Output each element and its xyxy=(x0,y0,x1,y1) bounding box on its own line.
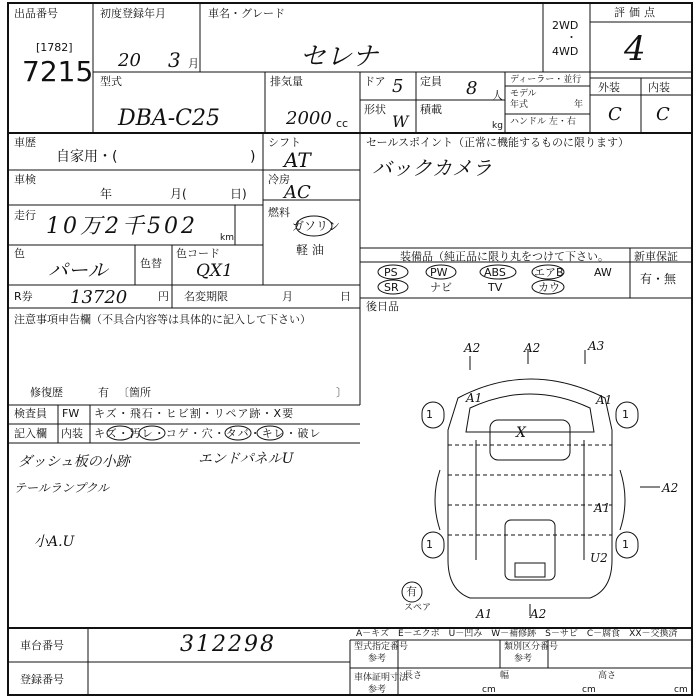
fuel-label: 燃料 xyxy=(268,206,290,219)
door-count: 5 xyxy=(392,76,404,97)
registration-number-label: 登録番号 xyxy=(20,673,64,686)
mileage-unit: km xyxy=(220,233,234,243)
handwritten-note-2: エンドパネルU xyxy=(198,451,294,467)
load-label: 積載 xyxy=(420,103,442,116)
spec-number-label: 型式指定番号 xyxy=(354,642,409,652)
equip-cow: カウ xyxy=(538,281,560,294)
equip-navi: ナビ xyxy=(430,281,452,294)
repair-history-value: 有 xyxy=(98,386,109,399)
equip-abs: ABS xyxy=(484,266,506,279)
capacity-value: 8 xyxy=(466,78,478,99)
car-name-label: 車名・グレード xyxy=(208,7,285,20)
length-label: 長さ xyxy=(404,671,423,681)
recycle-unit: 円 xyxy=(158,290,169,303)
dealer-label: ディーラー・並行 xyxy=(510,75,582,85)
grade-value: 4 xyxy=(624,29,646,69)
repair-parts-label: 〔箇所 xyxy=(118,386,151,399)
rear-item-label: 後日品 xyxy=(366,300,399,313)
wheel-mark: 1 xyxy=(622,538,629,551)
equip-tv: TV xyxy=(488,281,503,294)
length-unit: cm xyxy=(482,685,496,695)
displacement-label: 排気量 xyxy=(270,75,303,88)
interior-label: 内装 xyxy=(648,81,670,94)
drive-2wd: 2WD xyxy=(552,19,579,32)
notes-label: 注意事項申告欄（不具合内容等は具体的に記入して下さい） xyxy=(14,313,311,326)
sales-point-label: セールスポイント（正常に機能するものに限ります） xyxy=(366,136,630,149)
diagram-mark-rear-right: U2 xyxy=(590,551,608,565)
shift-value: AT xyxy=(284,148,311,172)
drive-separator: ・ xyxy=(566,31,577,44)
displacement-unit: cc xyxy=(336,117,349,130)
wheel-mark: 1 xyxy=(622,408,629,421)
equip-aw: AW xyxy=(594,266,612,279)
lot-sub-number: [1782] xyxy=(36,41,73,54)
first-registration-month: 3 xyxy=(168,48,181,72)
history-value: 自家用・( xyxy=(56,149,118,165)
shaken-day: 日) xyxy=(230,187,247,201)
handwritten-note-1: ダッシュ板の小跡 xyxy=(18,454,130,470)
color-code: QX1 xyxy=(196,261,233,281)
car-diagram xyxy=(402,350,660,616)
capacity-label: 定員 xyxy=(420,75,442,88)
model-year-label: モデル xyxy=(510,89,537,99)
recycle-label: R券 xyxy=(14,290,33,303)
handwritten-note-4: 小A.U xyxy=(34,534,75,550)
fw-items: キズ・飛石・ヒビ割・リペア跡・X要 xyxy=(94,407,295,420)
name-change-month: 月 xyxy=(282,290,293,303)
wheel-mark: 1 xyxy=(426,538,433,551)
drive-4wd: 4WD xyxy=(552,45,579,58)
shaken-label: 車検 xyxy=(14,173,36,186)
new-car-warranty-label: 新車保証 xyxy=(634,250,678,263)
lot-number-label: 出品番号 xyxy=(14,7,58,20)
shaken-year: 年 xyxy=(100,187,113,201)
first-registration-month-unit: 月 xyxy=(188,57,199,70)
first-registration-label: 初度登録年月 xyxy=(100,7,166,20)
color-code-label: 色コード xyxy=(176,247,220,260)
history-close: ) xyxy=(250,149,256,165)
color-value: パール xyxy=(48,258,108,282)
diagram-mark-windshield: X xyxy=(516,425,526,441)
mileage-label: 走行 xyxy=(14,209,36,222)
diagram-mark-front-center: A2 xyxy=(524,341,541,355)
wheel-mark: 1 xyxy=(426,408,433,421)
diagram-mark-right-fender: A1 xyxy=(596,393,613,407)
model-code: DBA-C25 xyxy=(118,106,220,131)
displacement-value: 2000 xyxy=(286,108,332,129)
diagram-mark-right-side: A2 xyxy=(662,481,679,495)
diagram-mark-front-left: A2 xyxy=(464,341,481,355)
exterior-label: 外装 xyxy=(598,81,620,94)
diagram-mark-left-fender: A1 xyxy=(466,391,483,405)
color-label: 色 xyxy=(14,247,25,260)
height-label: 高さ xyxy=(598,671,617,681)
history-label: 車歴 xyxy=(14,136,36,149)
spare-tire-label: スペア xyxy=(404,603,432,613)
car-name: セレナ xyxy=(300,42,379,72)
ac-value: AC xyxy=(284,182,311,203)
recycle-value: 13720 xyxy=(70,287,128,308)
year-unit: 年 xyxy=(574,100,584,110)
body-dims-label: 車体証明寸法 xyxy=(354,673,409,683)
mileage-value: 10万2千502 xyxy=(46,214,198,239)
name-change-day: 日 xyxy=(340,290,351,303)
fw-label: FW xyxy=(62,407,80,420)
door-label: ドア xyxy=(364,75,386,88)
repair-history-label: 修復歴 xyxy=(30,386,63,399)
sales-point-value: バックカメラ xyxy=(372,156,492,180)
shape-value: W xyxy=(392,112,409,131)
repair-parts-close: 〕 xyxy=(336,386,347,399)
year-label: 年式 xyxy=(510,100,529,110)
equip-ps: PS xyxy=(384,266,398,279)
shape-label: 形状 xyxy=(364,103,386,116)
interior-items: キズ・汚レ・コゲ・穴・タバ・キレ・破レ xyxy=(94,427,322,440)
interior-grade: C xyxy=(656,104,670,125)
model-code-label: 型式 xyxy=(100,75,122,88)
diagram-mark-front-right: A3 xyxy=(588,339,605,353)
entry-label: 記入欄 xyxy=(14,427,47,440)
fuel-diesel: 軽 油 xyxy=(296,243,324,257)
grade-label: 評価点 xyxy=(614,6,659,19)
handwritten-note-3: テールランプクル xyxy=(14,481,110,495)
name-change-label: 名変期限 xyxy=(184,290,228,303)
equipment-label: 装備品（純正品に限り丸をつけて下さい。 xyxy=(400,250,609,263)
diagram-mark-right-door: A1 xyxy=(594,501,611,515)
warranty-value: 有・無 xyxy=(640,272,677,286)
first-registration-year: 20 xyxy=(118,50,141,71)
chassis-number-label: 車台番号 xyxy=(20,639,64,652)
spare-tire-value: 有 xyxy=(406,585,417,598)
load-unit: kg xyxy=(492,121,503,131)
capacity-unit: 人 xyxy=(492,89,503,102)
handle-label: ハンドル 左・右 xyxy=(510,117,576,127)
legend-text: A－キズ E－エクボ U－凹み W－補修跡 S－サビ C－腐食 XX－交換済 xyxy=(356,629,678,639)
diagram-mark-rear-center: A2 xyxy=(530,607,547,621)
class-number-label: 類別区分番号 xyxy=(504,642,559,652)
shaken-month: 月( xyxy=(170,187,187,201)
body-dims-ref: 参考 xyxy=(368,685,387,695)
exterior-grade: C xyxy=(608,104,622,125)
lot-number: 7215 xyxy=(22,55,94,88)
width-label: 幅 xyxy=(500,671,510,681)
color-change-label: 色替 xyxy=(140,257,162,270)
height-unit: cm xyxy=(674,685,688,695)
equip-pw: PW xyxy=(430,266,448,279)
width-unit: cm xyxy=(582,685,596,695)
ac-label: 冷房 xyxy=(268,173,290,186)
fuel-gasoline: ガソリン xyxy=(292,219,341,233)
chassis-number: 312298 xyxy=(180,632,276,657)
shift-label: シフト xyxy=(268,136,301,149)
equip-airbag: エアB xyxy=(534,266,564,279)
diagram-mark-rear-left: A1 xyxy=(476,607,493,621)
spec-ref-label: 参考 xyxy=(368,654,387,664)
class-ref-label: 参考 xyxy=(514,654,533,664)
equip-sr: SR xyxy=(384,281,399,294)
interior-check-label: 内装 xyxy=(61,427,83,440)
inspector-label: 検査員 xyxy=(14,407,47,420)
